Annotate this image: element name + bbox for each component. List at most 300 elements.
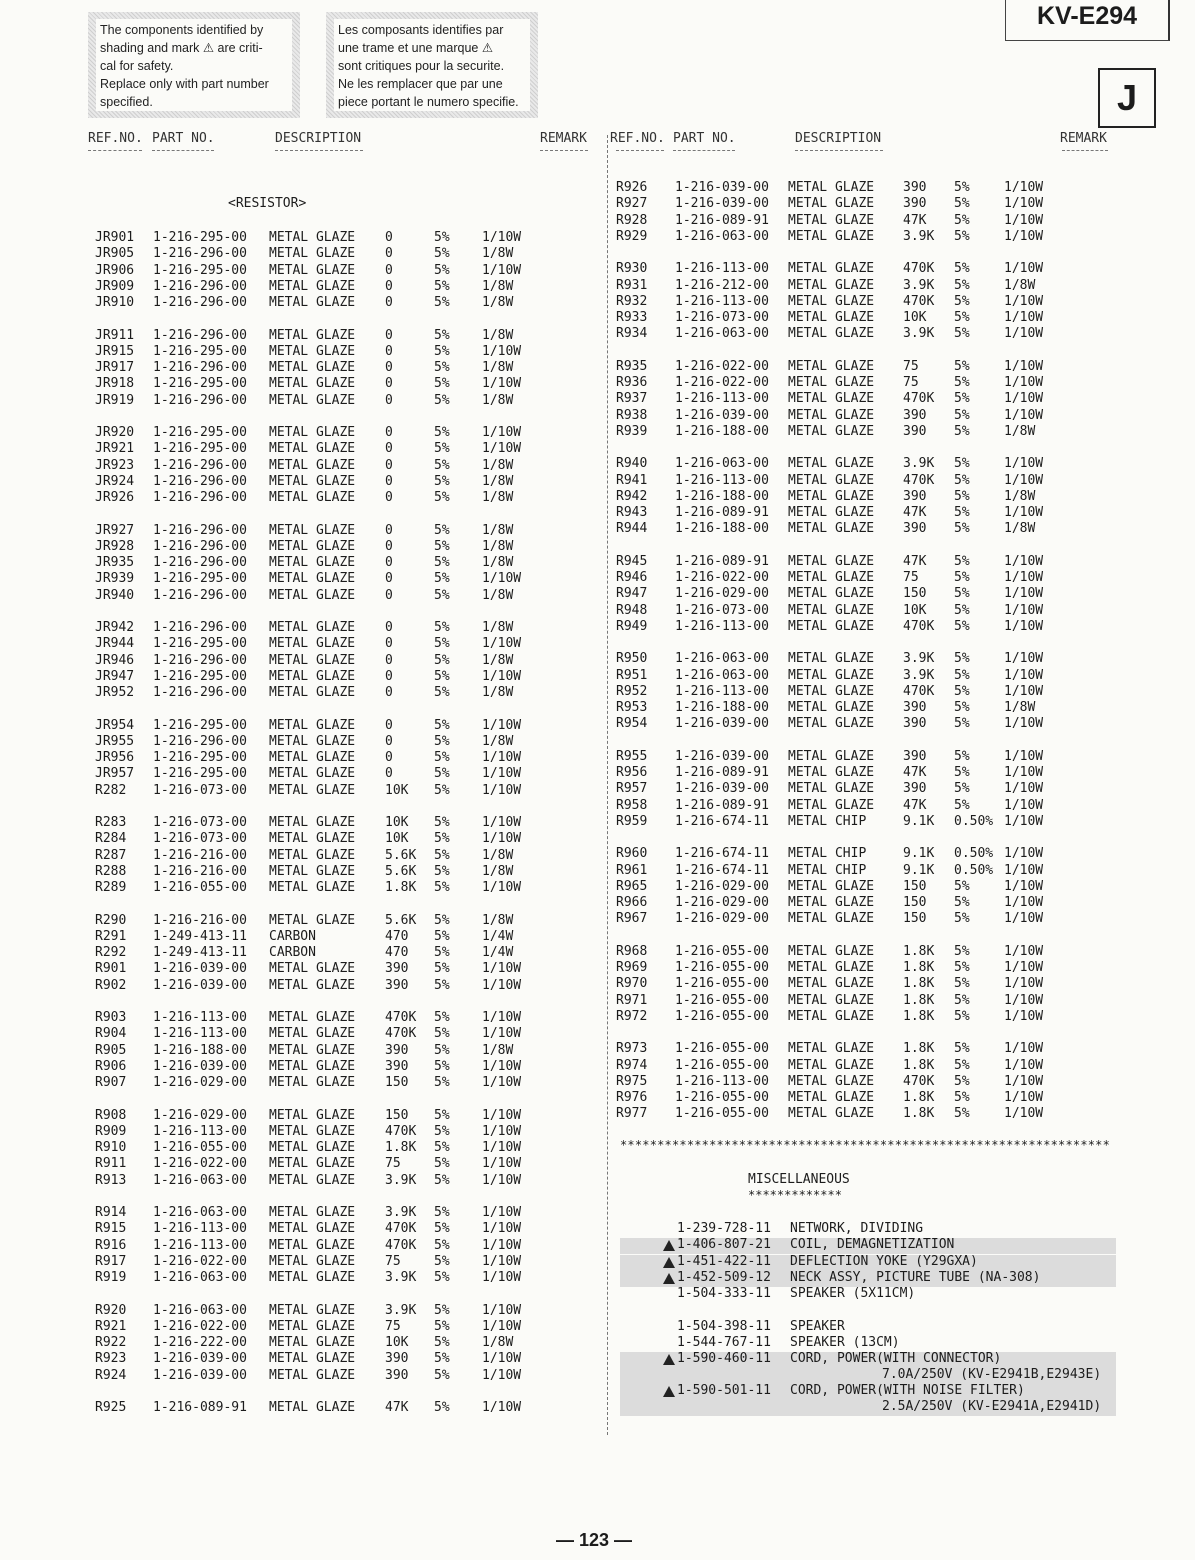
cell-part: 1-216-022-00 [153, 1253, 247, 1269]
cell-tol: 5% [954, 797, 970, 813]
cell-part: 1-216-295-00 [153, 571, 247, 587]
cell-rating: 1/10W [482, 1107, 522, 1123]
cell-tol: 5% [434, 782, 450, 798]
cell-value: 470K [903, 472, 935, 488]
cell-rating: 1/10W [1004, 553, 1044, 569]
cell-part: 1-249-413-11 [153, 928, 247, 944]
misc-part-number: 1-451-422-11 [677, 1253, 771, 1269]
cell-ref: R929 [616, 228, 648, 244]
cell-value: 0 [385, 230, 393, 245]
cell-tol: 5% [434, 1058, 450, 1074]
cell-part: 1-216-022-00 [675, 375, 769, 390]
cell-tol: 5% [954, 472, 970, 488]
cell-tol: 5% [434, 1351, 450, 1367]
cell-desc: METAL GLAZE [788, 277, 875, 293]
cell-rating: 1/8W [482, 847, 514, 863]
cell-desc: METAL GLAZE [269, 441, 356, 457]
cell-ref: R282 [95, 782, 127, 798]
cell-ref: R920 [95, 1302, 127, 1318]
cell-desc: METAL GLAZE [269, 246, 356, 262]
cell-rating: 1/10W [1004, 797, 1044, 813]
cell-part: 1-216-029-00 [153, 1107, 247, 1123]
cell-rating: 1/8W [482, 360, 514, 376]
cell-ref: JR927 [95, 522, 135, 538]
cell-desc: METAL GLAZE [269, 1075, 356, 1091]
cell-ref: R919 [95, 1270, 127, 1286]
cell-part: 1-216-055-00 [675, 1057, 769, 1073]
cell-tol: 0.50% [954, 813, 994, 829]
cell-ref: R940 [616, 456, 648, 472]
cell-rating: 1/10W [1004, 326, 1044, 342]
cell-rating: 1/10W [482, 766, 522, 782]
cell-desc: METAL GLAZE [269, 1123, 356, 1139]
cell-ref: R977 [616, 1106, 648, 1122]
cell-ref: JR935 [95, 555, 135, 571]
cell-tol: 5% [954, 1090, 970, 1106]
cell-desc: METAL GLAZE [788, 651, 875, 667]
cell-desc: METAL GLAZE [788, 976, 875, 992]
misc-description: SPEAKER [790, 1318, 845, 1334]
cell-rating: 1/10W [482, 750, 522, 766]
cell-desc: METAL GLAZE [269, 376, 356, 392]
cell-desc: METAL GLAZE [788, 570, 875, 585]
cell-ref: R938 [616, 407, 648, 423]
cell-tol: 5% [434, 652, 450, 668]
cell-rating: 1/8W [482, 620, 514, 635]
cell-rating: 1/10W [482, 1010, 522, 1025]
cell-value: 3.9K [385, 1302, 417, 1318]
cell-part: 1-216-055-00 [675, 943, 769, 959]
misc-part-number: 1-239-728-11 [677, 1221, 771, 1236]
cell-rating: 1/10W [482, 1172, 522, 1188]
cell-desc: METAL GLAZE [269, 1367, 356, 1383]
cell-value: 10K [385, 831, 409, 847]
cell-rating: 1/10W [482, 1123, 522, 1139]
cell-value: 470K [903, 293, 935, 309]
cell-ref: R922 [95, 1335, 127, 1351]
cell-value: 5.6K [385, 912, 417, 928]
cell-value: 1.8K [903, 1106, 935, 1122]
cell-rating: 1/10W [482, 1140, 522, 1156]
cell-value: 390 [903, 700, 927, 716]
cell-tol: 5% [954, 521, 970, 537]
cell-desc: METAL GLAZE [269, 733, 356, 749]
cell-ref: R950 [616, 651, 648, 667]
cell-ref: R946 [616, 570, 648, 585]
cell-part: 1-216-296-00 [153, 327, 247, 343]
cell-tol: 5% [434, 571, 450, 587]
cell-ref: R917 [95, 1253, 127, 1269]
cell-rating: 1/8W [482, 473, 514, 489]
cell-tol: 5% [434, 1156, 450, 1172]
cell-value: 3.9K [903, 667, 935, 683]
cell-rating: 1/8W [482, 278, 514, 294]
cell-rating: 1/8W [482, 555, 514, 571]
cell-desc: METAL GLAZE [269, 262, 356, 278]
misc-description: DEFLECTION YOKE (Y29GXA) [790, 1253, 978, 1269]
cell-part: 1-216-039-00 [153, 977, 247, 993]
cell-value: 3.9K [903, 326, 935, 342]
cell-ref: JR956 [95, 750, 135, 766]
cell-ref: R934 [616, 326, 648, 342]
cell-ref: JR939 [95, 571, 135, 587]
cell-rating: 1/10W [1004, 407, 1044, 423]
cell-value: 1.8K [903, 1090, 935, 1106]
cell-desc: METAL GLAZE [269, 538, 356, 554]
cell-ref: R967 [616, 911, 648, 927]
cell-ref: JR919 [95, 392, 135, 408]
safety-notice-french [326, 12, 538, 118]
cell-tol: 5% [954, 375, 970, 390]
cell-part: 1-216-063-00 [675, 651, 769, 667]
cell-desc: METAL GLAZE [788, 488, 875, 504]
cell-value: 1.8K [903, 1057, 935, 1073]
cell-part: 1-216-055-00 [153, 880, 247, 896]
cell-rating: 1/10W [1004, 293, 1044, 309]
cell-tol: 5% [954, 261, 970, 277]
cell-tol: 5% [434, 928, 450, 944]
cell-tol: 5% [954, 1106, 970, 1122]
cell-desc: METAL GLAZE [269, 473, 356, 489]
cell-value: 10K [385, 815, 409, 830]
cell-tol: 5% [434, 1026, 450, 1042]
misc-part-number: 1-504-333-11 [677, 1286, 771, 1302]
notice-line: shading and mark ⚠ are criti- [100, 41, 263, 55]
cell-value: 9.1K [903, 862, 935, 878]
cell-tol: 5% [954, 553, 970, 569]
cell-rating: 1/8W [482, 522, 514, 538]
cell-desc: METAL GLAZE [269, 457, 356, 473]
cell-part: 1-249-413-11 [153, 945, 247, 961]
cell-rating: 1/10W [1004, 1041, 1044, 1057]
cell-value: 390 [385, 1367, 409, 1383]
cell-part: 1-216-089-91 [675, 505, 769, 521]
cell-desc: METAL GLAZE [788, 180, 875, 195]
cell-desc: METAL GLAZE [788, 602, 875, 618]
cell-rating: 1/8W [482, 457, 514, 473]
warning-triangle-icon [663, 1354, 675, 1365]
cell-desc: METAL GLAZE [269, 555, 356, 571]
cell-ref: R925 [95, 1400, 127, 1415]
column-divider [607, 135, 608, 1435]
notice-line: sont critiques pour la securite. [338, 59, 505, 73]
cell-rating: 1/10W [1004, 310, 1044, 326]
cell-rating: 1/10W [1004, 911, 1044, 927]
cell-tol: 5% [954, 976, 970, 992]
cell-part: 1-216-296-00 [153, 652, 247, 668]
cell-desc: METAL GLAZE [788, 618, 875, 634]
cell-tol: 5% [434, 522, 450, 538]
cell-tol: 5% [954, 895, 970, 911]
misc-part-number: 1-590-501-11 [677, 1383, 771, 1399]
cell-part: 1-216-073-00 [153, 831, 247, 847]
cell-rating: 1/10W [1004, 261, 1044, 277]
header-desc-left: DESCRIPTION [275, 131, 362, 146]
cell-value: 390 [385, 977, 409, 993]
cell-ref: R913 [95, 1172, 127, 1188]
cell-value: 0 [385, 246, 393, 262]
cell-part: 1-216-188-00 [675, 521, 769, 537]
cell-tol: 5% [434, 1123, 450, 1139]
cell-part: 1-216-295-00 [153, 441, 247, 457]
cell-rating: 1/4W [482, 928, 514, 944]
cell-ref: R288 [95, 863, 127, 879]
cell-rating: 1/8W [482, 246, 514, 262]
cell-value: 150 [385, 1107, 409, 1123]
cell-ref: R904 [95, 1026, 127, 1042]
cell-value: 1.8K [903, 976, 935, 992]
cell-ref: JR923 [95, 457, 135, 473]
cell-desc: METAL GLAZE [788, 212, 875, 228]
cell-ref: R974 [616, 1057, 648, 1073]
cell-ref: JR909 [95, 278, 135, 294]
cell-rating: 1/10W [482, 636, 522, 652]
warning-triangle-icon [663, 1240, 675, 1251]
cell-part: 1-216-295-00 [153, 668, 247, 684]
cell-tol: 5% [434, 945, 450, 961]
cell-value: 390 [385, 961, 409, 977]
cell-ref: R954 [616, 716, 648, 732]
cell-tol: 5% [954, 748, 970, 764]
cell-part: 1-216-113-00 [675, 472, 769, 488]
cell-value: 390 [385, 1058, 409, 1074]
cell-value: 1.8K [385, 1140, 417, 1156]
cell-part: 1-216-039-00 [153, 1058, 247, 1074]
cell-tol: 5% [434, 1042, 450, 1058]
cell-desc: METAL GLAZE [269, 1318, 356, 1334]
cell-part: 1-216-063-00 [675, 456, 769, 472]
misc-section-title: MISCELLANEOUS [748, 1172, 850, 1187]
cell-value: 47K [385, 1400, 409, 1415]
cell-value: 0 [385, 652, 393, 668]
cell-desc: CARBON [269, 945, 316, 961]
cell-value: 1.8K [903, 960, 935, 975]
cell-tol: 5% [434, 717, 450, 733]
cell-value: 390 [385, 1042, 409, 1058]
cell-tol: 5% [434, 847, 450, 863]
cell-tol: 5% [434, 555, 450, 571]
cell-desc: METAL GLAZE [788, 196, 875, 212]
cell-part: 1-216-216-00 [153, 847, 247, 863]
cell-part: 1-216-039-00 [675, 748, 769, 764]
cell-ref: R976 [616, 1090, 648, 1106]
cell-ref: R970 [616, 976, 648, 992]
cell-value: 5.6K [385, 863, 417, 879]
cell-rating: 1/10W [1004, 505, 1044, 521]
cell-tol: 5% [954, 293, 970, 309]
cell-part: 1-216-296-00 [153, 733, 247, 749]
cell-rating: 1/10W [482, 343, 522, 359]
cell-tol: 5% [434, 441, 450, 457]
cell-value: 5.6K [385, 847, 417, 863]
cell-part: 1-216-296-00 [153, 360, 247, 376]
cell-value: 75 [385, 1156, 401, 1172]
cell-desc: METAL GLAZE [788, 456, 875, 472]
cell-desc: METAL GLAZE [788, 765, 875, 780]
cell-ref: R905 [95, 1042, 127, 1058]
cell-ref: R290 [95, 912, 127, 928]
cell-tol: 5% [434, 1237, 450, 1253]
cell-desc: METAL GLAZE [788, 748, 875, 764]
cell-ref: R930 [616, 261, 648, 277]
cell-value: 0 [385, 278, 393, 294]
cell-desc: METAL GLAZE [269, 685, 356, 701]
cell-value: 75 [385, 1318, 401, 1334]
cell-desc: METAL GLAZE [269, 278, 356, 294]
cell-part: 1-216-039-00 [675, 716, 769, 732]
misc-description: NECK ASSY, PICTURE TUBE (NA-308) [790, 1269, 1041, 1285]
cell-ref: JR928 [95, 538, 135, 554]
cell-part: 1-216-113-00 [675, 683, 769, 699]
header-underline [540, 150, 588, 153]
cell-value: 3.9K [903, 228, 935, 244]
cell-tol: 5% [434, 815, 450, 830]
cell-part: 1-216-296-00 [153, 457, 247, 473]
cell-desc: METAL GLAZE [269, 1205, 356, 1220]
cell-value: 470K [385, 1123, 417, 1139]
cell-desc: METAL CHIP [788, 813, 867, 829]
cell-desc: METAL GLAZE [269, 863, 356, 879]
cell-ref: JR911 [95, 327, 135, 343]
cell-tol: 5% [954, 212, 970, 228]
cell-value: 390 [903, 180, 927, 195]
cell-desc: METAL GLAZE [788, 310, 875, 326]
cell-ref: JR946 [95, 652, 135, 668]
cell-desc: METAL GLAZE [788, 553, 875, 569]
cell-value: 0 [385, 522, 393, 538]
misc-title-stars: ************* [748, 1188, 842, 1202]
notice-line: The components identified by [100, 23, 264, 37]
cell-tol: 5% [434, 1253, 450, 1269]
cell-value: 0 [385, 555, 393, 571]
cell-part: 1-216-113-00 [153, 1026, 247, 1042]
cell-part: 1-216-063-00 [153, 1270, 247, 1286]
cell-desc: METAL GLAZE [788, 1073, 875, 1089]
cell-value: 470K [903, 618, 935, 634]
cell-part: 1-216-674-11 [675, 846, 769, 862]
cell-part: 1-216-188-00 [153, 1042, 247, 1058]
cell-desc: METAL GLAZE [269, 831, 356, 847]
cell-tol: 5% [434, 230, 450, 245]
cell-ref: R941 [616, 472, 648, 488]
cell-rating: 1/10W [482, 1302, 522, 1318]
cell-part: 1-216-113-00 [153, 1221, 247, 1237]
cell-desc: METAL GLAZE [269, 1172, 356, 1188]
cell-tol: 5% [954, 228, 970, 244]
cell-value: 3.9K [903, 651, 935, 667]
cell-tol: 5% [434, 620, 450, 635]
cell-desc: METAL GLAZE [269, 1140, 356, 1156]
cell-value: 0 [385, 360, 393, 376]
cell-rating: 1/8W [1004, 277, 1036, 293]
cell-desc: METAL GLAZE [269, 522, 356, 538]
cell-part: 1-216-022-00 [675, 358, 769, 374]
cell-ref: JR917 [95, 360, 135, 376]
cell-part: 1-216-029-00 [153, 1075, 247, 1091]
cell-ref: R942 [616, 488, 648, 504]
cell-rating: 1/10W [1004, 1073, 1044, 1089]
cell-rating: 1/10W [1004, 960, 1044, 975]
cell-rating: 1/4W [482, 945, 514, 961]
cell-desc: METAL CHIP [788, 846, 867, 862]
cell-desc: METAL GLAZE [269, 1400, 356, 1415]
header-underline [88, 150, 142, 153]
cell-value: 470K [903, 391, 935, 407]
cell-part: 1-216-295-00 [153, 425, 247, 440]
cell-ref: R953 [616, 700, 648, 716]
cell-part: 1-216-113-00 [675, 391, 769, 407]
cell-part: 1-216-113-00 [153, 1237, 247, 1253]
cell-part: 1-216-055-00 [675, 960, 769, 975]
cell-tol: 5% [954, 456, 970, 472]
cell-ref: R961 [616, 862, 648, 878]
cell-value: 47K [903, 765, 927, 780]
cell-rating: 1/10W [482, 1367, 522, 1383]
warning-triangle-icon [663, 1386, 675, 1397]
cell-ref: R911 [95, 1156, 127, 1172]
cell-ref: R965 [616, 878, 648, 894]
cell-desc: METAL GLAZE [269, 652, 356, 668]
cell-tol: 5% [954, 700, 970, 716]
cell-tol: 5% [434, 961, 450, 977]
cell-rating: 1/10W [482, 717, 522, 733]
cell-rating: 1/10W [1004, 228, 1044, 244]
cell-value: 0 [385, 425, 393, 440]
cell-rating: 1/10W [482, 668, 522, 684]
cell-tol: 5% [954, 911, 970, 927]
cell-part: 1-216-039-00 [675, 407, 769, 423]
cell-part: 1-216-113-00 [675, 1073, 769, 1089]
cell-value: 10K [385, 782, 409, 798]
cell-value: 0 [385, 343, 393, 359]
warning-triangle-icon [663, 1273, 675, 1284]
cell-tol: 5% [954, 1057, 970, 1073]
cell-desc: METAL GLAZE [269, 327, 356, 343]
cell-ref: R972 [616, 1008, 648, 1024]
misc-part-number: 1-406-807-21 [677, 1237, 771, 1253]
separator-stars: ****************************************************************** [620, 1138, 1111, 1152]
cell-ref: R906 [95, 1058, 127, 1074]
cell-desc: METAL GLAZE [788, 1041, 875, 1057]
cell-value: 0 [385, 473, 393, 489]
cell-value: 390 [903, 488, 927, 504]
cell-rating: 1/10W [1004, 358, 1044, 374]
cell-desc: METAL GLAZE [788, 960, 875, 975]
cell-value: 1.8K [903, 1041, 935, 1057]
cell-part: 1-216-063-00 [153, 1302, 247, 1318]
cell-tol: 5% [434, 262, 450, 278]
cell-rating: 1/10W [1004, 586, 1044, 602]
cell-value: 150 [903, 878, 927, 894]
header-underline [152, 150, 214, 153]
cell-part: 1-216-296-00 [153, 392, 247, 408]
cell-tol: 5% [954, 586, 970, 602]
cell-ref: R926 [616, 180, 648, 195]
cell-rating: 1/8W [1004, 423, 1036, 439]
cell-tol: 5% [434, 636, 450, 652]
cell-rating: 1/10W [1004, 602, 1044, 618]
cell-desc: METAL GLAZE [788, 683, 875, 699]
cell-tol: 5% [954, 878, 970, 894]
cell-part: 1-216-063-00 [675, 326, 769, 342]
cell-rating: 1/8W [482, 733, 514, 749]
cell-tol: 0.50% [954, 862, 994, 878]
cell-value: 47K [903, 797, 927, 813]
cell-value: 10K [903, 602, 927, 618]
cell-desc: METAL GLAZE [788, 521, 875, 537]
cell-tol: 5% [434, 668, 450, 684]
cell-tol: 5% [954, 667, 970, 683]
